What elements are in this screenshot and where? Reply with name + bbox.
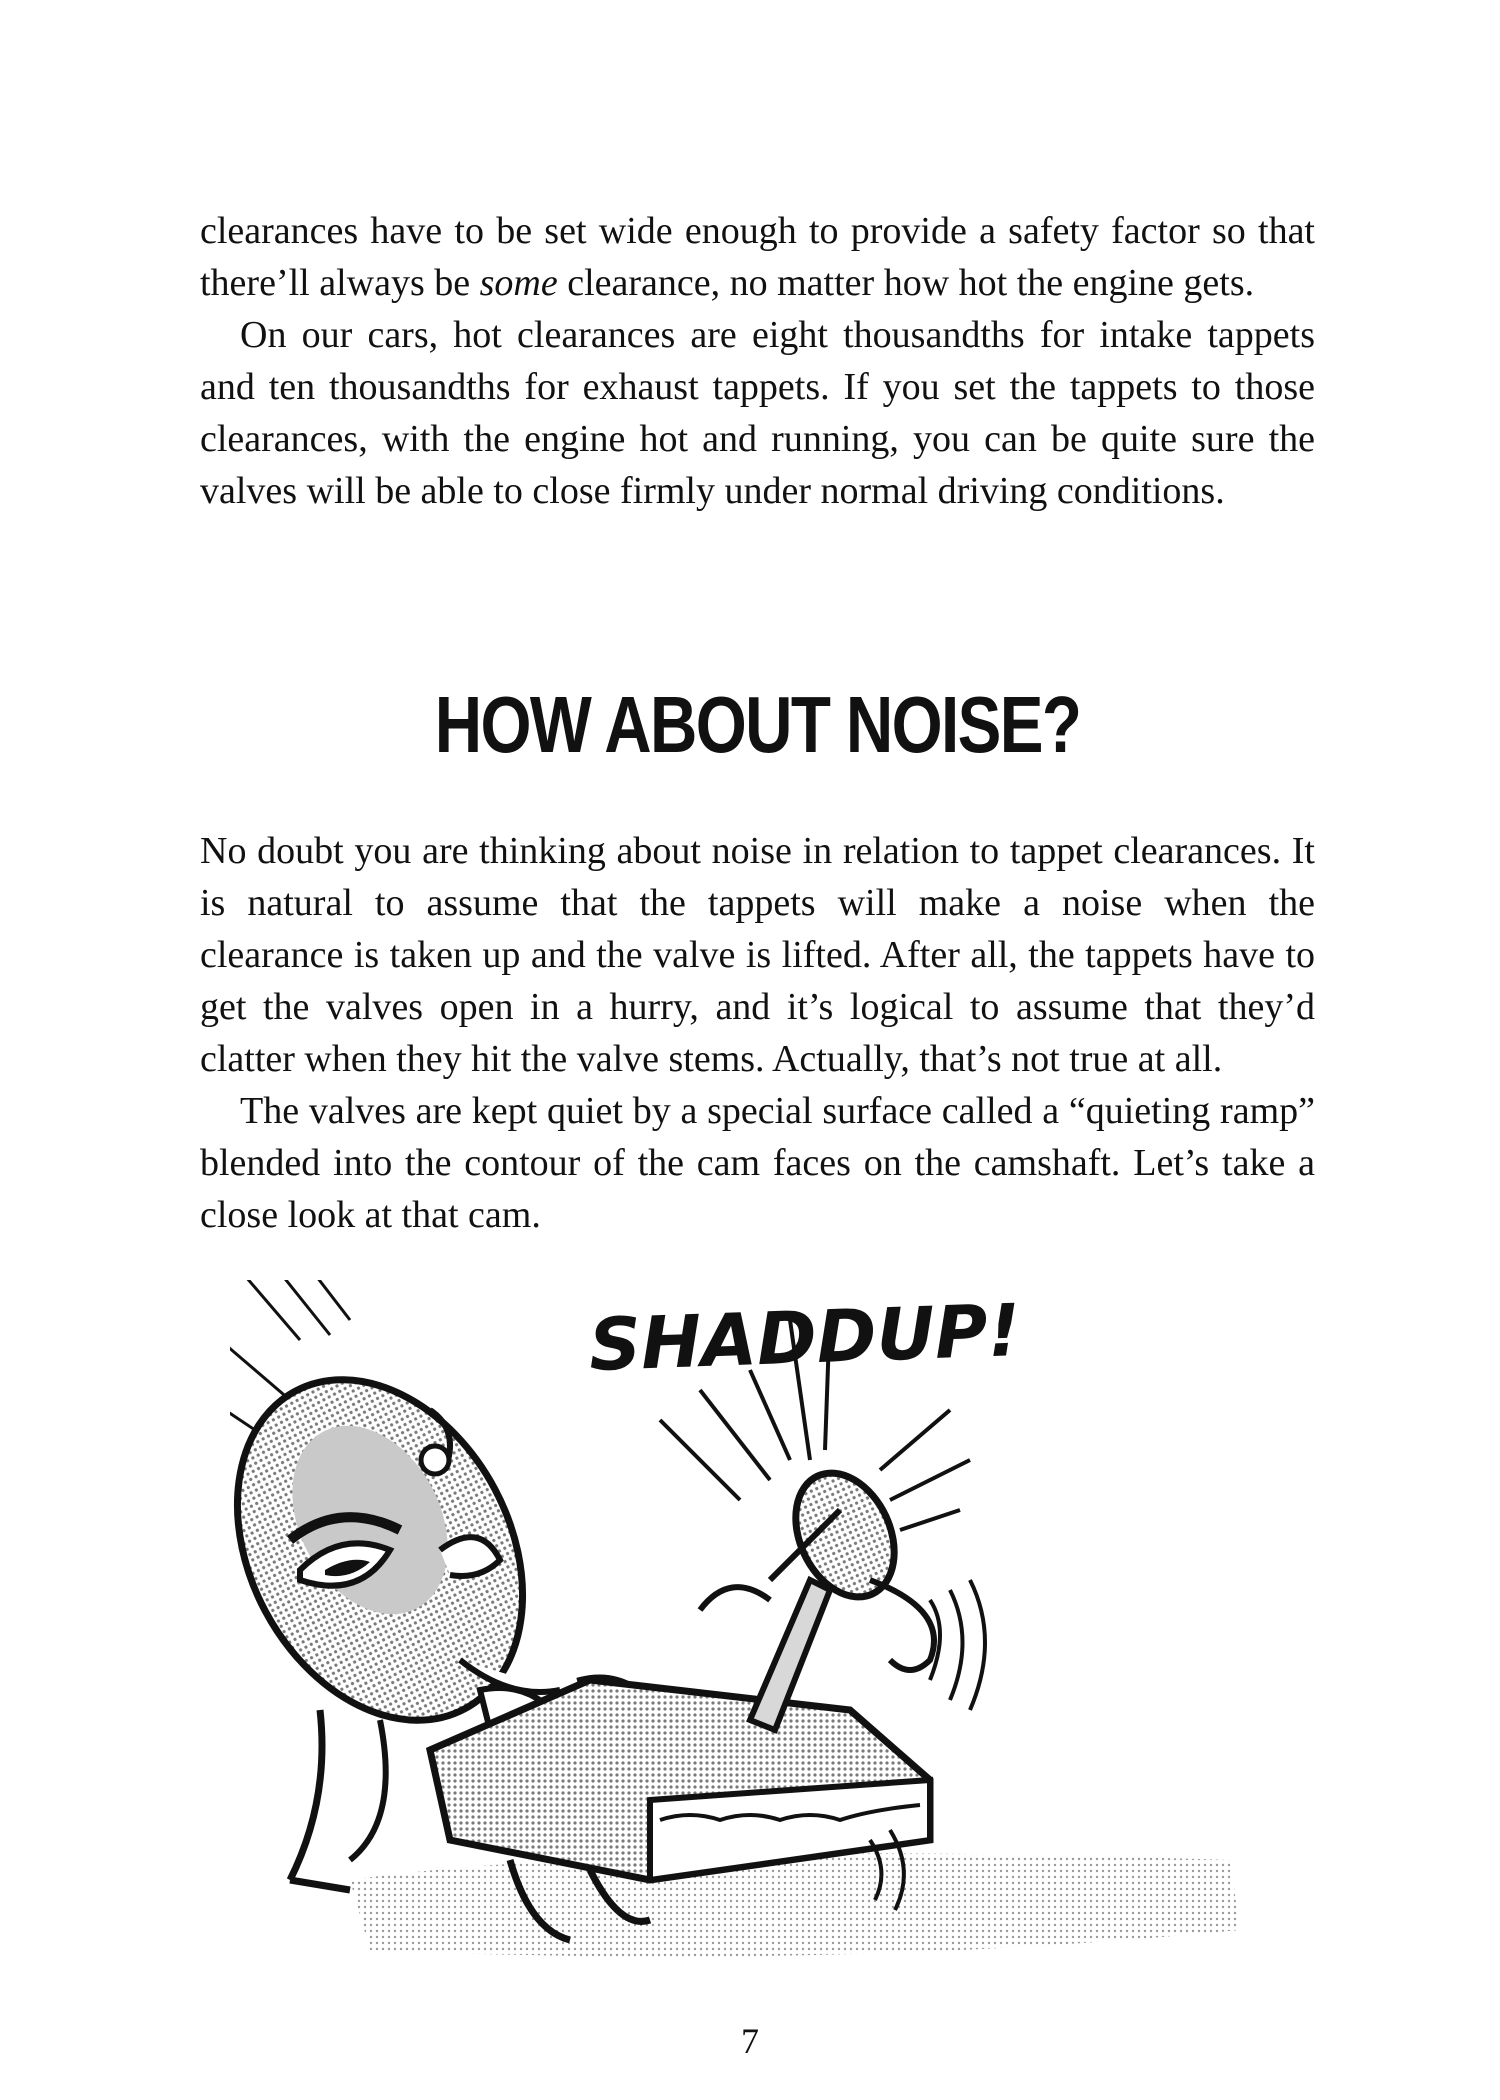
valve-icon — [700, 1457, 934, 1730]
paragraph-quieting-ramp: The valves are kept quiet by a special surface called a “quieting ramp” blended into the contour of the cam faces on the camshaft. Let’s take a close look at that cam. — [200, 1090, 1315, 1236]
cartoon-illustration — [230, 1280, 1310, 1980]
paragraph-noise: No doubt you are thinking about noise in relation to tappet clearances. It is natural to assume that the tappets will make a noise when the clearance is taken up and the valve is lifted. After all, the tappets have to get the valves open in a hurry, and it’s logical to assume that they’d clatter when they hit the valve stems. Actually, that’s not true at all. — [200, 830, 1315, 1080]
body-text-bottom — [200, 825, 1315, 1241]
section-heading: HOW ABOUT NOISE? — [434, 680, 1081, 769]
paragraph-continuation: clearances have to be set wide enough to provide a safety factor so that there’ll always be some clearance, no matter how hot the engine gets. — [200, 210, 1315, 304]
body-text-top — [200, 205, 1315, 517]
paragraph-hot-clearances: On our cars, hot clearances are eight thousandths for intake tappets and ten thousandths for exhaust tappets. If you set the tappets to those clearances, with the engine hot and running, you can be quite sure the valves will be able to close firmly under normal driving conditions. — [200, 314, 1315, 512]
page-number: 7 — [741, 2021, 759, 2061]
emphasis-some: some — [479, 262, 558, 304]
shaddup-caption: SHADDUP! — [587, 1287, 1022, 1387]
ground-shadow — [350, 1853, 1240, 1956]
